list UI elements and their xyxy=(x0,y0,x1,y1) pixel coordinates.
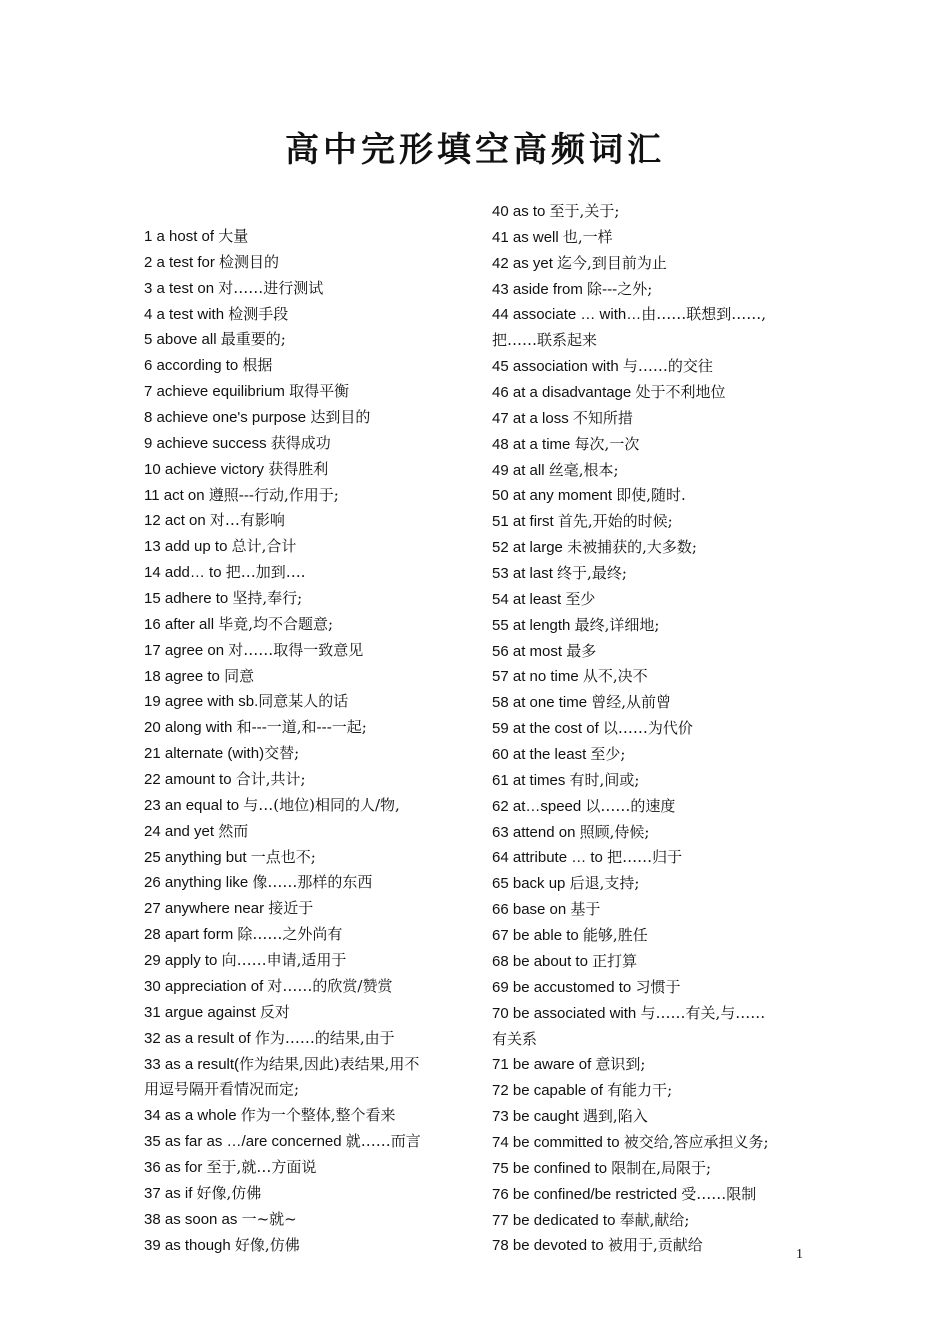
vocabulary-entry xyxy=(144,1103,464,1129)
entry-english: 71 be aware of xyxy=(492,1056,596,1074)
vocabulary-entry xyxy=(144,974,464,1000)
entry-chinese: 对……进行测试 xyxy=(218,278,324,297)
entry-english: 72 be capable of xyxy=(492,1082,608,1100)
entry-chinese: 最多 xyxy=(566,641,597,660)
entry-english: 29 apply to xyxy=(144,952,222,970)
entry-english: 30 appreciation of xyxy=(144,977,268,995)
entry-chinese: 然而 xyxy=(218,821,249,840)
entry-chinese: 丝毫,根本; xyxy=(548,460,619,479)
vocabulary-entry xyxy=(492,639,812,665)
entry-english: 73 be caught xyxy=(492,1108,583,1126)
entry-chinese: 以……的速度 xyxy=(585,796,676,815)
entry-chinese: 迄今,到目前为止 xyxy=(557,253,667,272)
entry-chinese: 每次,一次 xyxy=(574,434,640,453)
vocabulary-entry xyxy=(492,664,812,690)
entry-english: 33 as a result( xyxy=(144,1055,240,1073)
entry-chinese: 也,一样 xyxy=(562,227,613,246)
entry-english: 34 as a whole xyxy=(144,1107,241,1125)
entry-english: 12 act on xyxy=(144,512,210,530)
vocabulary-entry xyxy=(144,379,464,405)
entry-english: 41 as well xyxy=(492,228,563,246)
vocabulary-entry xyxy=(492,1078,812,1104)
entry-english: 54 at least xyxy=(492,590,566,608)
entry-chinese: 除---之外; xyxy=(587,279,653,298)
entry-english: 38 as soon as xyxy=(144,1210,242,1228)
entry-english: 16 after all xyxy=(144,615,219,633)
entry-chinese: 把……归于 xyxy=(607,848,683,867)
entry-chinese: 和---一道,和---一起; xyxy=(236,718,367,737)
entry-english: 61 at times xyxy=(492,771,570,789)
entry-english: 51 at first xyxy=(492,513,558,531)
entry-english: 8 achieve one's purpose xyxy=(144,409,311,427)
entry-chinese: 获得胜利 xyxy=(268,459,329,478)
entry-english: 48 at a time xyxy=(492,435,575,453)
entry-chinese: 正打算 xyxy=(592,951,638,970)
vocabulary-entry xyxy=(144,1233,464,1259)
vocabulary-entry xyxy=(492,432,812,458)
entry-english: 21 alternate (with) xyxy=(144,745,265,763)
vocabulary-entry xyxy=(144,1155,464,1181)
entry-english: 40 as to xyxy=(492,203,550,220)
entry-chinese: 与……有关,与…… xyxy=(640,1003,766,1022)
vocabulary-entry xyxy=(492,458,812,484)
vocabulary-entry xyxy=(144,1077,464,1103)
entry-chinese: 意识到; xyxy=(595,1055,646,1074)
entry-chinese: 作为结果,因此)表结果,用不 xyxy=(239,1054,420,1073)
vocabulary-entry xyxy=(492,690,812,716)
vocabulary-entry xyxy=(144,586,464,612)
vocabulary-entry xyxy=(144,612,464,638)
entry-english: 75 be confined to xyxy=(492,1159,612,1177)
vocabulary-entry xyxy=(492,483,812,509)
entry-english: 26 anything like xyxy=(144,874,253,892)
entry-chinese: 遵照---行动,作用于; xyxy=(208,485,339,504)
entry-english: 57 at no time xyxy=(492,668,583,686)
vocabulary-entry xyxy=(144,1026,464,1052)
entry-english: 42 as yet xyxy=(492,254,558,272)
right-vocabulary-column xyxy=(492,199,812,1259)
entry-english: 68 be about to xyxy=(492,952,593,970)
vocabulary-entry xyxy=(144,224,464,250)
entry-chinese: 从不,决不 xyxy=(582,667,648,686)
entry-english: 35 as far as …/are concerned xyxy=(144,1133,346,1151)
entry-chinese: 对……取得一致意见 xyxy=(228,640,364,659)
vocabulary-entry xyxy=(492,535,812,561)
vocabulary-entry xyxy=(492,897,812,923)
entry-english: 13 add up to xyxy=(144,538,232,556)
entry-chinese: 后退,支持; xyxy=(569,874,640,893)
vocabulary-entry xyxy=(144,1129,464,1155)
entry-chinese: 根据 xyxy=(242,356,273,375)
vocabulary-entry xyxy=(492,1233,812,1259)
entry-chinese: 毕竟,均不合题意; xyxy=(218,614,334,633)
entry-chinese: 作为……的结果,由于 xyxy=(254,1028,395,1047)
entry-english: 52 at large xyxy=(492,539,568,557)
entry-english: 58 at one time xyxy=(492,694,592,712)
vocabulary-entry xyxy=(144,405,464,431)
entry-chinese: 一点也不; xyxy=(250,847,316,866)
vocabulary-entry xyxy=(492,1052,812,1078)
entry-chinese: 被用于,贡献给 xyxy=(607,1236,703,1255)
entry-english: 63 attend on xyxy=(492,823,580,841)
page-title: 高中完形填空高频词汇 xyxy=(285,130,665,170)
vocabulary-entry xyxy=(144,276,464,302)
vocabulary-entry xyxy=(492,871,812,897)
vocabulary-entry xyxy=(492,509,812,535)
entry-chinese: 能够,胜任 xyxy=(582,926,648,945)
entry-english: 15 adhere to xyxy=(144,590,233,608)
vocabulary-entry xyxy=(144,353,464,379)
entry-english: 60 at the least xyxy=(492,746,591,764)
entry-english: 36 as for xyxy=(144,1158,207,1176)
entry-english: 2 a test for xyxy=(144,253,220,271)
vocabulary-entry xyxy=(492,1027,812,1053)
entry-chinese: 坚持,奉行; xyxy=(232,589,303,608)
entry-english: 45 association with xyxy=(492,358,623,376)
entry-chinese: 未被捕获的,大多数; xyxy=(567,538,697,557)
vocabulary-entry xyxy=(492,561,812,587)
entry-english: 50 at any moment xyxy=(492,487,617,505)
entry-chinese: 总计,合计 xyxy=(231,537,297,556)
entry-chinese: 以……为代价 xyxy=(602,719,693,738)
vocabulary-entry xyxy=(144,431,464,457)
entry-chinese: 检测目的 xyxy=(219,252,280,271)
entry-english: 20 along with xyxy=(144,719,237,737)
vocabulary-entry xyxy=(144,250,464,276)
vocabulary-entry xyxy=(144,819,464,845)
entry-english: 56 at most xyxy=(492,642,567,660)
vocabulary-entry xyxy=(492,949,812,975)
vocabulary-entry xyxy=(144,534,464,560)
vocabulary-entry xyxy=(144,1207,464,1233)
entry-chinese: 终于,最终; xyxy=(557,564,627,583)
entry-english: 62 at…speed xyxy=(492,797,586,815)
entry-english: 76 be confined/be restricted xyxy=(492,1185,682,1203)
entry-chinese: 达到目的 xyxy=(310,408,371,427)
entry-chinese: 至于,关于; xyxy=(549,202,620,220)
entry-chinese: 照顾,侍候; xyxy=(579,822,650,841)
entry-chinese: 最终,详细地; xyxy=(574,615,660,634)
entry-chinese: 就……而言 xyxy=(345,1132,421,1151)
entry-english: 24 and yet xyxy=(144,822,219,840)
entry-english: 64 attribute … to xyxy=(492,849,608,867)
entry-chinese: 合计,共计; xyxy=(235,770,306,789)
page-number: 1 xyxy=(796,1247,803,1262)
vocabulary-entry xyxy=(492,328,812,354)
vocabulary-entry xyxy=(492,587,812,613)
vocabulary-entry xyxy=(492,820,812,846)
entry-english: 55 at length xyxy=(492,616,575,634)
entry-chinese: 检测手段 xyxy=(228,304,289,323)
vocabulary-entry xyxy=(492,845,812,871)
entry-english: 5 above all xyxy=(144,331,221,349)
entry-chinese: 基于 xyxy=(570,900,601,919)
entry-english: 67 be able to xyxy=(492,927,583,945)
entry-english: 74 be committed to xyxy=(492,1133,624,1151)
entry-chinese: 至少 xyxy=(565,589,596,608)
entry-chinese: 奉献,献给; xyxy=(619,1210,690,1229)
vocabulary-entry xyxy=(144,483,464,509)
entry-chinese: 把……联系起来 xyxy=(492,331,598,350)
vocabulary-entry xyxy=(492,380,812,406)
vocabulary-entry xyxy=(492,1156,812,1182)
entry-chinese: 对…有影响 xyxy=(209,511,285,530)
vocabulary-entry xyxy=(144,870,464,896)
entry-english: 9 achieve success xyxy=(144,434,271,452)
entry-chinese: 有能力干; xyxy=(607,1081,673,1100)
entry-english: 23 an equal to xyxy=(144,796,244,814)
entry-chinese: 受……限制 xyxy=(681,1184,757,1203)
entry-english: 3 a test on xyxy=(144,279,219,297)
vocabulary-entry xyxy=(492,613,812,639)
entry-chinese: 除……之外尚有 xyxy=(237,925,343,944)
vocabulary-entry xyxy=(144,715,464,741)
vocabulary-entry xyxy=(492,225,812,251)
entry-chinese: 取得平衡 xyxy=(289,382,350,401)
entry-chinese: 不知所措 xyxy=(572,408,633,427)
entry-english: 25 anything but xyxy=(144,848,251,866)
entry-english: 4 a test with xyxy=(144,305,229,323)
vocabulary-entry xyxy=(492,1182,812,1208)
entry-chinese: 获得成功 xyxy=(270,433,331,452)
vocabulary-entry xyxy=(144,845,464,871)
vocabulary-entry xyxy=(492,1130,812,1156)
entry-english: 59 at the cost of xyxy=(492,720,603,738)
vocabulary-entry xyxy=(492,1104,812,1130)
entry-english: 7 achieve equilibrium xyxy=(144,383,290,401)
entry-chinese: 由……联想到……, xyxy=(641,305,767,324)
vocabulary-entry xyxy=(144,1181,464,1207)
vocabulary-entry xyxy=(144,948,464,974)
vocabulary-entry xyxy=(144,560,464,586)
vocabulary-entry xyxy=(144,664,464,690)
vocabulary-entry xyxy=(144,741,464,767)
entry-english: 78 be devoted to xyxy=(492,1237,608,1255)
vocabulary-entry xyxy=(492,975,812,1001)
entry-english: 44 associate … with… xyxy=(492,306,642,324)
vocabulary-entry xyxy=(144,767,464,793)
entry-english: 37 as if xyxy=(144,1184,197,1202)
vocabulary-entry xyxy=(144,1052,464,1078)
entry-chinese: 同意某人的话 xyxy=(258,692,349,711)
entry-english: 66 base on xyxy=(492,901,571,919)
entry-chinese: 与……的交往 xyxy=(622,357,713,376)
entry-english: 18 agree to xyxy=(144,667,225,685)
vocabulary-entry xyxy=(144,922,464,948)
entry-chinese: 一~就~ xyxy=(241,1209,297,1228)
entry-english: 11 act on xyxy=(144,486,209,504)
entry-chinese: 有时,间或; xyxy=(569,770,640,789)
vocabulary-entry xyxy=(144,793,464,819)
vocabulary-entry xyxy=(492,794,812,820)
entry-chinese: 像……那样的东西 xyxy=(252,873,373,892)
vocabulary-entry xyxy=(492,354,812,380)
vocabulary-entry xyxy=(144,896,464,922)
entry-chinese: 接近于 xyxy=(268,899,314,918)
entry-chinese: 好像,仿佛 xyxy=(196,1183,262,1202)
entry-chinese: 被交给,答应承担义务; xyxy=(623,1132,769,1151)
entry-english: 1 a host of xyxy=(144,228,219,245)
entry-chinese: 反对 xyxy=(259,1002,290,1021)
vocabulary-entry xyxy=(492,199,812,225)
entry-english: 49 at all xyxy=(492,461,549,479)
entry-chinese: 向……申请,适用于 xyxy=(221,951,347,970)
vocabulary-entry xyxy=(144,508,464,534)
entry-chinese: 至少; xyxy=(590,745,626,764)
entry-english: 10 achieve victory xyxy=(144,460,269,478)
vocabulary-entry xyxy=(492,302,812,328)
vocabulary-entry xyxy=(144,302,464,328)
entry-chinese: 至于,就…方面说 xyxy=(206,1157,317,1176)
entry-english: 31 argue against xyxy=(144,1003,260,1021)
vocabulary-entry xyxy=(144,327,464,353)
vocabulary-entry xyxy=(492,923,812,949)
entry-chinese: 交替; xyxy=(264,744,300,763)
vocabulary-entry xyxy=(492,1001,812,1027)
entry-chinese: 作为一个整体,整个看来 xyxy=(240,1106,396,1125)
vocabulary-entry xyxy=(492,277,812,303)
entry-chinese: 首先,开始的时候; xyxy=(557,512,673,531)
entry-chinese: 限制在,局限于; xyxy=(611,1158,712,1177)
entry-english: 32 as a result of xyxy=(144,1029,255,1047)
left-vocabulary-column xyxy=(144,224,464,1258)
vocabulary-entry xyxy=(492,742,812,768)
vocabulary-entry xyxy=(144,689,464,715)
entry-english: 39 as though xyxy=(144,1236,235,1254)
entry-english: 47 at a loss xyxy=(492,409,573,427)
entry-chinese: 大量 xyxy=(218,227,249,245)
entry-english: 17 agree on xyxy=(144,641,229,659)
entry-chinese: 即使,随时. xyxy=(616,486,686,505)
entry-chinese: 习惯于 xyxy=(635,977,681,996)
entry-chinese: 同意 xyxy=(224,666,255,685)
entry-english: 69 be accustomed to xyxy=(492,978,636,996)
entry-chinese: 用逗号隔开看情况而定; xyxy=(144,1080,300,1099)
vocabulary-entry xyxy=(492,716,812,742)
entry-english: 70 be associated with xyxy=(492,1004,641,1022)
entry-english: 77 be dedicated to xyxy=(492,1211,620,1229)
entry-english: 6 according to xyxy=(144,357,243,375)
entry-english: 14 add… to xyxy=(144,564,226,582)
entry-chinese: 对……的欣赏/赞赏 xyxy=(267,976,393,995)
entry-chinese: 曾经,从前曾 xyxy=(591,693,672,712)
entry-chinese: 最重要的; xyxy=(220,330,286,349)
entry-english: 22 amount to xyxy=(144,771,236,789)
entry-chinese: 处于不利地位 xyxy=(635,383,726,402)
entry-english: 53 at last xyxy=(492,565,558,583)
entry-chinese: 有关系 xyxy=(492,1029,538,1048)
entry-chinese: 遇到,陷入 xyxy=(582,1107,648,1126)
entry-english: 65 back up xyxy=(492,875,570,893)
vocabulary-entry xyxy=(492,768,812,794)
vocabulary-entry xyxy=(144,638,464,664)
entry-english: 43 aside from xyxy=(492,280,588,298)
vocabulary-entry xyxy=(492,1208,812,1234)
vocabulary-entry xyxy=(144,457,464,483)
vocabulary-entry xyxy=(144,1000,464,1026)
vocabulary-entry xyxy=(492,406,812,432)
entry-english: 19 agree with sb. xyxy=(144,693,259,711)
entry-chinese: 与…(地位)相同的人/物, xyxy=(243,795,400,814)
entry-english: 27 anywhere near xyxy=(144,900,269,918)
entry-english: 46 at a disadvantage xyxy=(492,384,636,402)
entry-chinese: 好像,仿佛 xyxy=(234,1235,300,1254)
entry-english: 28 apart form xyxy=(144,926,238,944)
vocabulary-entry xyxy=(492,251,812,277)
entry-chinese: 把…加到…. xyxy=(225,563,306,582)
